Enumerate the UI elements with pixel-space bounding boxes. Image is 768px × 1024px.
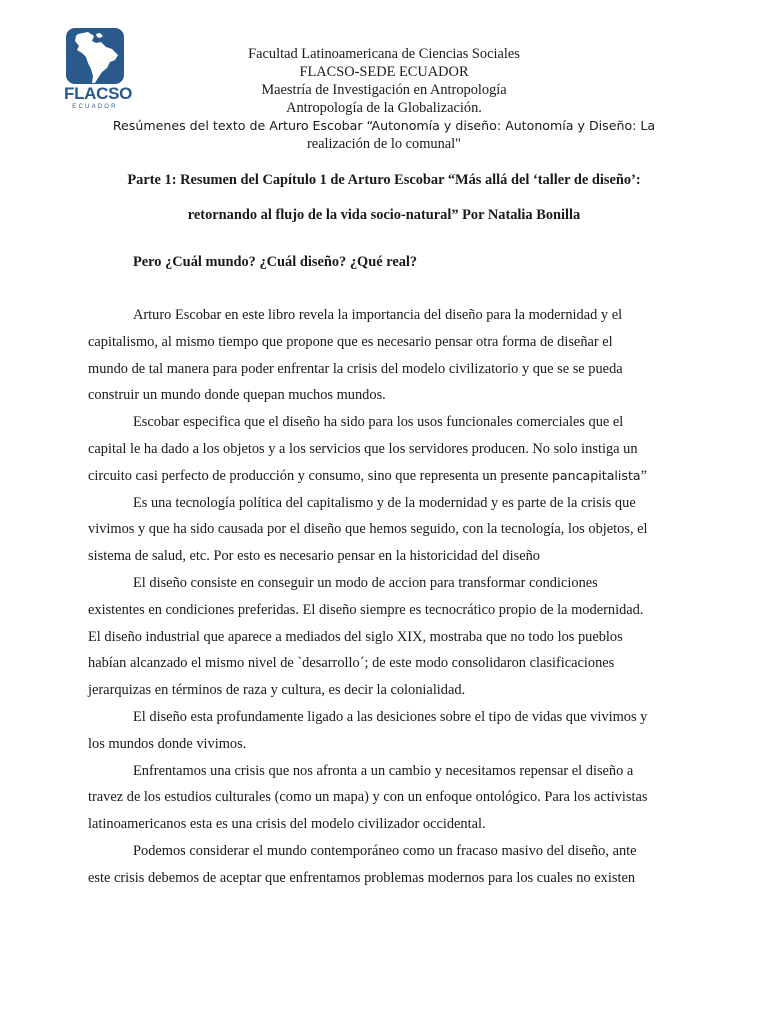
logo-subtitle: ECUADOR (72, 104, 118, 110)
text-line: El diseño consiste en conseguir un modo de accion para transformar condiciones (133, 574, 598, 591)
header-line-2: FLACSO-SEDE ECUADOR (299, 64, 469, 80)
text-line: Enfrentamos una crisis que nos afronta a un cambio y necesitamos repensar el diseño a (133, 762, 634, 779)
question-heading: Pero ¿Cuál mundo? ¿Cuál diseño? ¿Qué real? (133, 254, 418, 270)
text-line: El diseño industrial que aparece a mediados del siglo XIX, mostraba que no todo los pueblos (88, 628, 623, 645)
text-line: habían alcanzado el mismo nivel de `desarrollo´; de este modo consolidaron clasificaciones (88, 655, 615, 672)
text-line: Es una tecnología política del capitalismo y de la modernidad y es parte de la crisis que (133, 494, 636, 511)
header-line-4: Antropología de la Globalización. (286, 100, 482, 116)
paragraph-4 (88, 570, 680, 704)
header-line-3: Maestría de Investigación en Antropología (261, 82, 507, 98)
text-line: jerarquizas en términos de raza y cultura, es decir la colonialidad. (88, 682, 466, 699)
paragraph-6 (88, 758, 680, 838)
text-fragment: circuito casi perfecto de producción y consumo, sino que representa un presente (88, 467, 552, 484)
header-line-1: Facultad Latinoamericana de Ciencias Sociales (248, 46, 520, 62)
text-line (88, 463, 680, 490)
section-title-line-2: retornando al flujo de la vida socio-natural” Por Natalia Bonilla (187, 207, 581, 223)
paragraph-7 (88, 838, 680, 892)
document-header (80, 45, 688, 153)
text-line: sistema de salud, etc. Por esto es necesario pensar en la historicidad del diseño (88, 548, 540, 565)
text-line: latinoamericanos esta es una crisis del modelo civilizador occidental. (88, 816, 486, 833)
closing-quote: ” (640, 467, 648, 484)
text-line: existentes en condiciones preferidas. El diseño siempre es tecnocrático propio de la modernidad. (88, 601, 644, 618)
text-line: los mundos donde vivimos. (88, 735, 247, 752)
paragraph-5 (88, 704, 680, 758)
paragraph-1 (88, 302, 680, 409)
document-body (88, 302, 680, 892)
text-line: Escobar especifica que el diseño ha sido para los usos funcionales comerciales que el (133, 414, 624, 431)
header-line-5: Resúmenes del texto de Arturo Escobar “Autonomía y diseño: Autonomía y Diseño: La (112, 118, 656, 133)
header-line-6: realización de lo comunal" (306, 136, 462, 152)
text-line: mundo de tal manera para poder enfrentar la crisis del modelo civilizatorio y que se se pueda (88, 360, 623, 377)
text-line: Podemos considerar el mundo contemporáneo como un fracaso masivo del diseño, ante (133, 842, 637, 859)
text-line: vivimos y que ha sido causada por el diseño que hemos seguido, con la tecnología, los objetos, el (88, 521, 648, 538)
paragraph-2 (88, 409, 680, 489)
text-line: El diseño esta profundamente ligado a las desiciones sobre el tipo de vidas que vivimos y (133, 708, 648, 725)
text-line: travez de los estudios culturales (como un mapa) y con un enfoque ontológico. Para los activistas (88, 789, 648, 806)
text-line: capitalismo, al mismo tiempo que propone que es necesario pensar otra forma de diseñar el (88, 333, 613, 350)
section-title-line-1: Parte 1: Resumen del Capítulo 1 de Arturo Escobar “Más allá del ‘taller de diseño’: (127, 172, 641, 188)
paragraph-3 (88, 490, 680, 570)
text-line: capital le ha dado a los objetos y a los servicios que los servidores producen. No solo instiga un (88, 440, 638, 457)
text-fragment-sans: pancapitalista (551, 467, 641, 483)
text-line: Arturo Escobar en este libro revela la importancia del diseño para la modernidad y el (133, 307, 623, 323)
text-line: este crisis debemos de aceptar que enfrentamos problemas modernos para los cuales no existen (88, 869, 636, 886)
text-line: construir un mundo donde quepan muchos mundos. (88, 387, 386, 404)
logo-wordmark: FLACSO (64, 84, 133, 103)
